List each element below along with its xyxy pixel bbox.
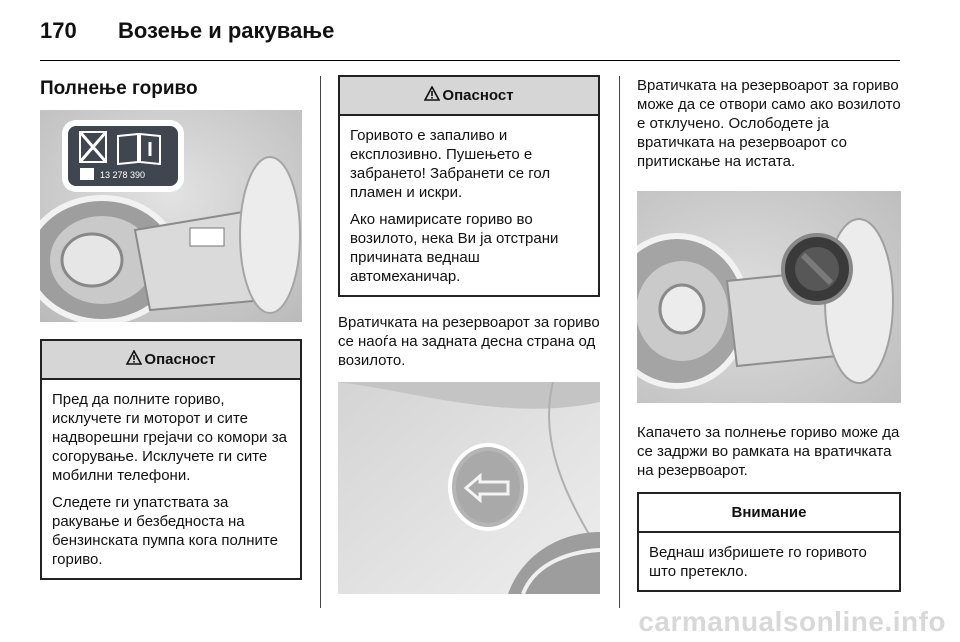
fuel-cap-held-photo	[637, 191, 901, 403]
warning-text: Пред да полните гориво, исклучете ги моторот и сите надворешни грејачи со комори за согорување. Исклучете ги сите мобилни телефони.	[52, 391, 287, 484]
body-paragraph: Вратичката на резервоарот за гориво може да се отвори само ако возилото е отклучено. Ослободете ја вратичката на резервоарот со притискање на истата.	[637, 77, 901, 170]
warning-triangle-icon	[126, 342, 142, 379]
warning-box	[338, 75, 600, 297]
section-title: Полнење гориво	[40, 78, 198, 99]
column-divider	[320, 76, 321, 608]
chapter-title: Возење и ракување	[118, 18, 335, 43]
warning-header	[42, 341, 300, 380]
fuel-door-label-photo	[40, 110, 302, 322]
label-code: 13 278 390	[100, 170, 146, 180]
header-rule	[40, 60, 900, 61]
warning-title: Опасност	[442, 87, 514, 104]
notice-box	[637, 492, 901, 592]
warning-box	[40, 339, 302, 580]
body-paragraph: Капачето за полнење гориво може да се задржи во рамката на вратичката на резервоарот.	[637, 424, 900, 479]
warning-text: Следете ги упатствата за ракување и безбедноста на бензинската пумпа кога полните гориво.	[52, 494, 278, 568]
warning-title: Опасност	[144, 351, 216, 368]
page-header	[0, 0, 960, 62]
warning-text: Ако намирисате гориво во возилото, нека Ви ја отстрани причината веднаш автомеханичар.	[350, 211, 559, 285]
column-right	[637, 70, 901, 592]
notice-title: Внимание	[639, 494, 899, 533]
page-number: 170	[40, 18, 77, 43]
column-left	[40, 70, 302, 580]
car-fuel-door-location-photo	[338, 382, 600, 594]
warning-text: Горивото е запаливо и експлозивно. Пушењето е забрането! Забранети се гол пламен и искри.	[350, 127, 551, 201]
warning-triangle-icon	[424, 78, 440, 115]
warning-header	[340, 77, 598, 116]
notice-text: Веднаш избришете го горивото што претекло.	[649, 544, 867, 580]
watermark: carmanualsonline.info	[638, 606, 946, 637]
column-divider	[619, 76, 620, 608]
body-paragraph: Вратичката на резервоарот за гориво се наоѓа на задната десна страна од возилото.	[338, 314, 600, 369]
column-middle	[338, 70, 600, 594]
